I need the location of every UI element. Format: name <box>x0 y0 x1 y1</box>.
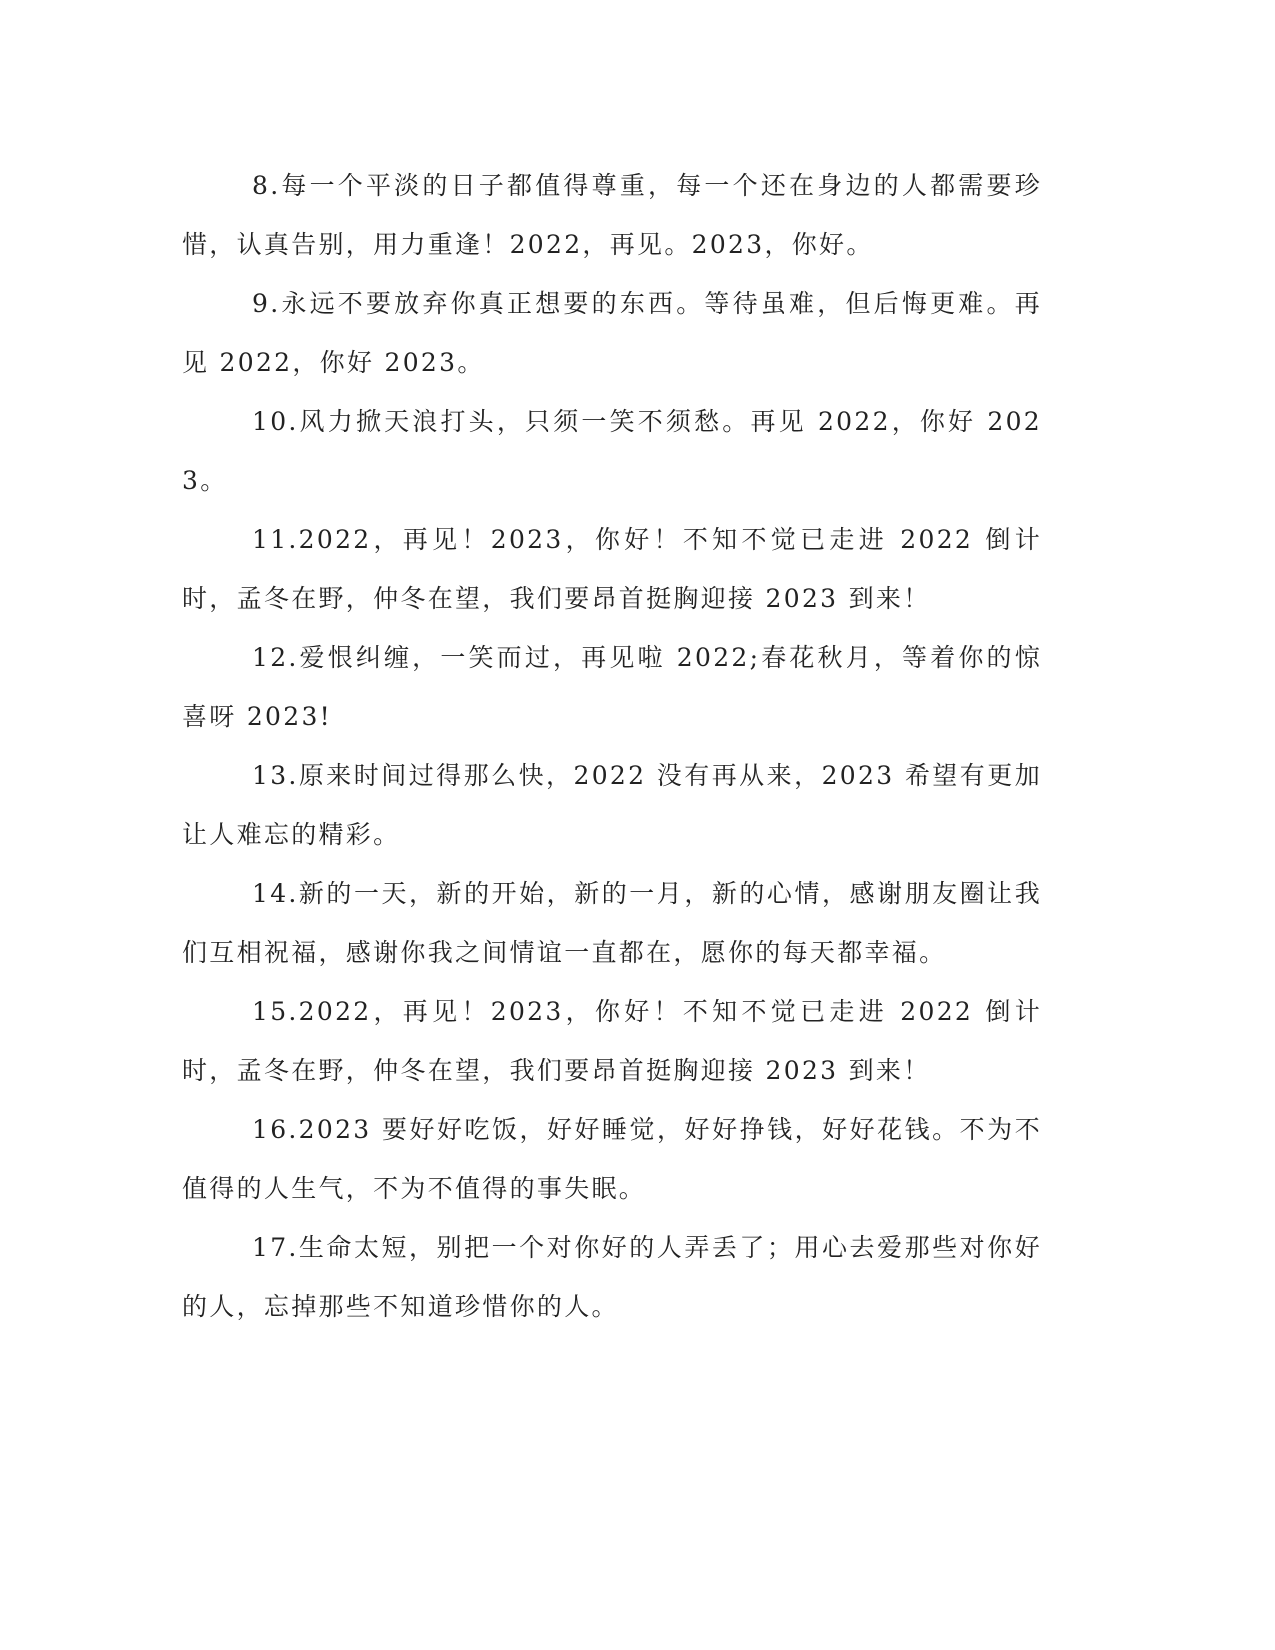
paragraph-16: 16.2023 要好好吃饭，好好睡觉，好好挣钱，好好花钱。不为不值得的人生气，不为不值得的事失眠。 <box>182 1115 1042 1203</box>
document-body <box>182 156 1042 1336</box>
paragraph-15: 15.2022，再见！2023，你好！不知不觉已走进 2022 倒计时，孟冬在野，仲冬在望，我们要昂首挺胸迎接 2023 到来！ <box>182 997 1042 1085</box>
paragraph-13: 13.原来时间过得那么快，2022 没有再从来，2023 希望有更加让人难忘的精彩。 <box>182 761 1042 849</box>
paragraph-9: 9.永远不要放弃你真正想要的东西。等待虽难，但后悔更难。再见 2022，你好 2023。 <box>182 289 1042 377</box>
paragraph-8: 8.每一个平淡的日子都值得尊重，每一个还在身边的人都需要珍惜，认真告别，用力重逢！2022，再见。2023，你好。 <box>182 171 1042 259</box>
paragraph-14: 14.新的一天，新的开始，新的一月，新的心情，感谢朋友圈让我们互相祝福，感谢你我之间情谊一直都在，愿你的每天都幸福。 <box>182 879 1042 967</box>
paragraph-12: 12.爱恨纠缠，一笑而过，再见啦 2022;春花秋月，等着你的惊喜呀 2023! <box>182 643 1042 731</box>
paragraph-17: 17.生命太短，别把一个对你好的人弄丢了；用心去爱那些对你好的人，忘掉那些不知道珍惜你的人。 <box>182 1233 1042 1321</box>
paragraph-11: 11.2022，再见！2023，你好！不知不觉已走进 2022 倒计时，孟冬在野，仲冬在望，我们要昂首挺胸迎接 2023 到来！ <box>182 525 1042 613</box>
paragraph-10: 10.风力掀天浪打头，只须一笑不须愁。再见 2022，你好 2023。 <box>182 407 1042 495</box>
